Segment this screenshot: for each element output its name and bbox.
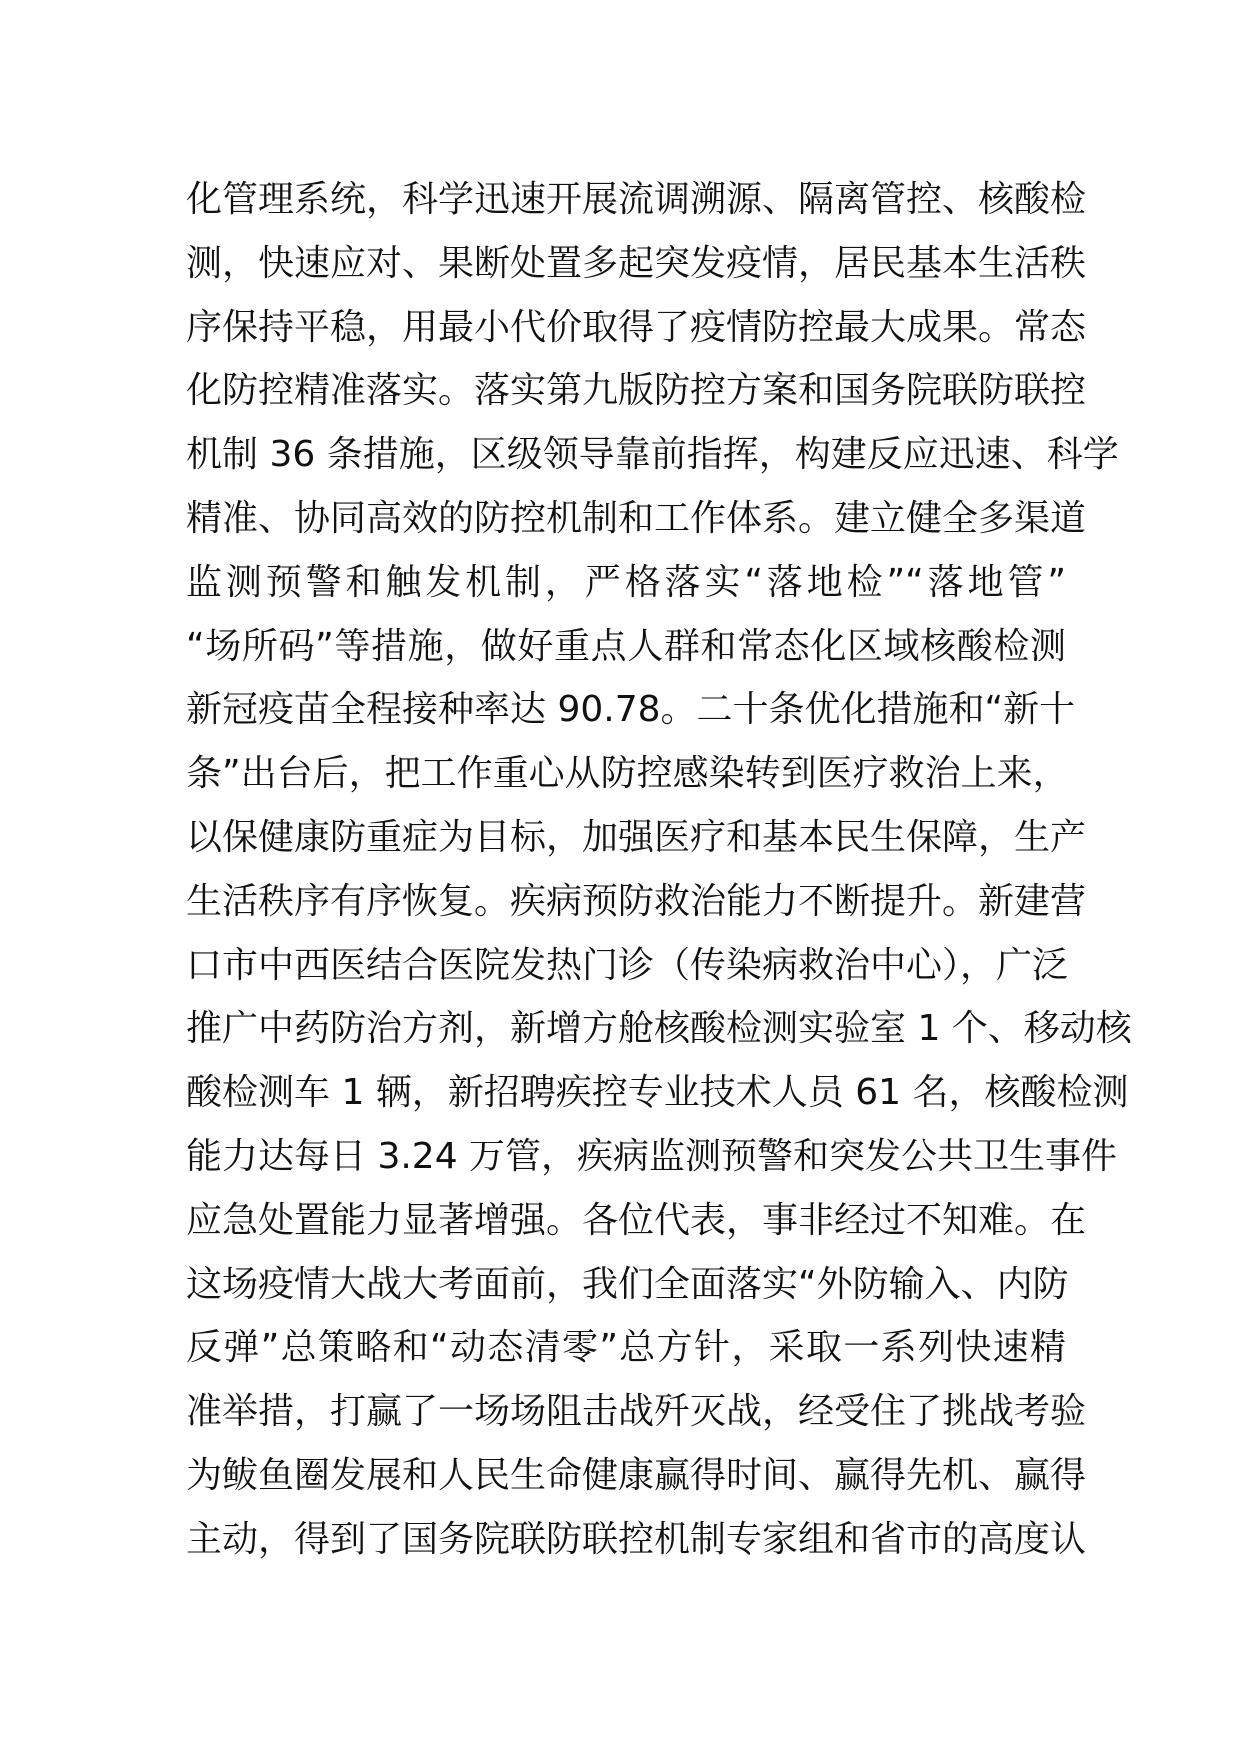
text-line: 序保持平稳，用最小代价取得了疫情防控最大成果。常态 (186, 306, 1087, 348)
text-line: 推广中药防治方剂，新增方舱核酸检测实验室 1 个、移动核 (186, 1008, 1132, 1050)
text-line: 化管理系统，科学迅速开展流调溯源、隔离管控、核酸检 (186, 179, 1087, 220)
text-line: 酸检测车 1 辆，新招聘疾控专业技术人员 61 名，核酸检测 (186, 1072, 1129, 1114)
text-line: 应急处置能力显著增强。各位代表，事非经过不知难。在 (186, 1199, 1087, 1241)
text-line: 为鲅鱼圈发展和人民生命健康赢得时间、赢得先机、赢得 (186, 1454, 1087, 1496)
text-line: 主动，得到了国务院联防联控机制专家组和省市的高度认 (186, 1518, 1087, 1560)
text-line: 准举措，打赢了一场场阻击战歼灭战，经受住了挑战考验 (186, 1391, 1087, 1433)
text-line: 口市中西医结合医院发热门诊（传染病救治中心），广泛 (186, 944, 1069, 986)
text-line: 精准、协同高效的防控机制和工作体系。建立健全多渠道 (186, 497, 1087, 539)
body-paragraph (186, 168, 1132, 1572)
text-line: 这场疫情大战大考面前，我们全面落实“外防输入、内防 (186, 1263, 1069, 1305)
text-line: 测，快速应对、果断处置多起突发疫情，居民基本生活秩 (186, 242, 1087, 284)
text-line: 以保健康防重症为目标，加强医疗和基本民生保障，生产 (186, 816, 1087, 858)
text-line: 新冠疫苗全程接种率达 90.78。二十条优化措施和“新十 (186, 689, 1076, 731)
text-line: 生活秩序有序恢复。疾病预防救治能力不断提升。新建营 (186, 880, 1087, 922)
text-line: 化防控精准落实。落实第九版防控方案和国务院联防联控 (186, 370, 1087, 412)
text-line: “场所码”等措施，做好重点人群和常态化区域核酸检测 (186, 625, 1066, 667)
text-line: 机制 36 条措施，区级领导靠前指挥，构建反应迅速、科学 (186, 434, 1119, 476)
text-line: 反弹”总策略和“动态清零”总方针，采取一系列快速精 (186, 1327, 1066, 1369)
text-line: 监测预警和触发机制，严格落实“落地检”“落地管” (186, 561, 1066, 603)
text-line: 条”出台后，把工作重心从防控感染转到医疗救治上来， (186, 753, 1069, 795)
text-line: 能力达每日 3.24 万管，疾病监测预警和突发公共卫生事件 (186, 1135, 1118, 1177)
